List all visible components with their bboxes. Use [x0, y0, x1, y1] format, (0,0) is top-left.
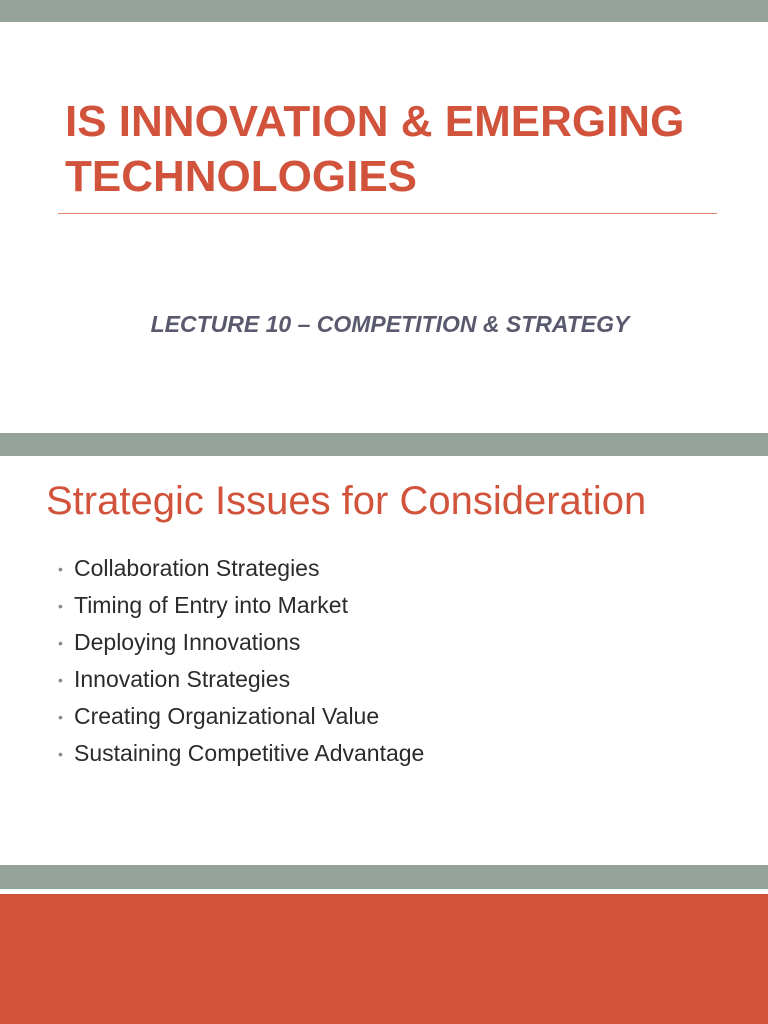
slide-title-line-2: TECHNOLOGIES: [65, 152, 418, 201]
bullet-dot-icon: •: [58, 708, 63, 725]
slide-title: [65, 94, 725, 204]
content-slide: [0, 456, 768, 865]
bullet-text: Collaboration Strategies: [74, 555, 320, 581]
title-slide: [0, 22, 768, 433]
bullet-dot-icon: •: [58, 671, 63, 688]
slide-title-line-1: IS INNOVATION & EMERGING: [65, 97, 685, 146]
content-slide-title: Strategic Issues for Consideration: [46, 479, 647, 523]
bullet-dot-icon: •: [58, 634, 63, 651]
slide-subtitle: LECTURE 10 – COMPETITION & STRATEGY: [150, 311, 630, 337]
bullet-text: Sustaining Competitive Advantage: [74, 740, 425, 766]
bullet-text: Innovation Strategies: [74, 666, 291, 692]
top-band: [0, 0, 768, 22]
bullet-text: Deploying Innovations: [74, 629, 301, 655]
bullet-text: Creating Organizational Value: [74, 703, 380, 729]
lower-band: [0, 865, 768, 889]
bullet-dot-icon: •: [58, 597, 63, 614]
bullet-list: [58, 550, 424, 772]
bullet-item: [58, 550, 424, 587]
title-divider: [58, 213, 717, 214]
bullet-item: [58, 698, 424, 735]
middle-band: [0, 433, 768, 456]
bullet-item: [58, 661, 424, 698]
bullet-dot-icon: •: [58, 745, 63, 762]
bullet-item: [58, 735, 424, 772]
bullet-item: [58, 624, 424, 661]
next-slide-preview: [0, 894, 768, 1024]
bullet-dot-icon: •: [58, 560, 63, 577]
bullet-item: [58, 587, 424, 624]
bullet-text: Timing of Entry into Market: [74, 592, 348, 618]
